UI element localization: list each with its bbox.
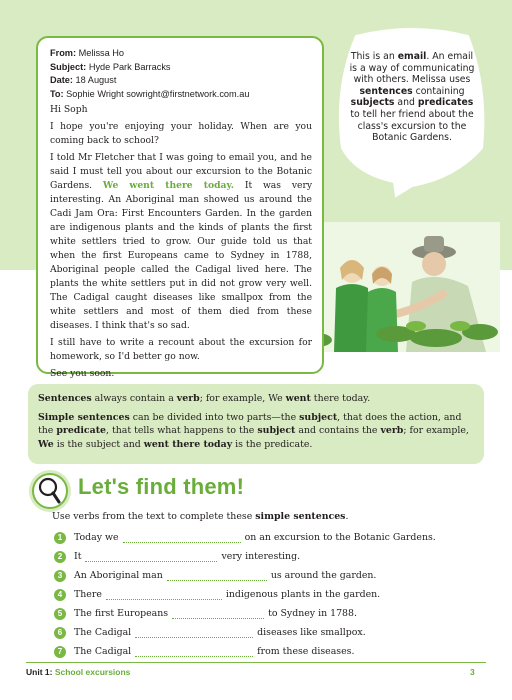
exercise-item-6 — [54, 625, 366, 640]
footer-unit: Unit 1: School excursions — [26, 667, 131, 677]
sentence-end: very interesting. — [221, 551, 301, 562]
email-paragraph-2: I told Mr Fletcher that I was going to email you, and he said I must tell you about our excursion to the Botanic Gardens. We went there today. It was very interesting. An Aboriginal man showed us around the Cadi Jam Ora: First Encounters Garden. In the garden are indigenous plants and the kinds of plants the first white settlers tried to grow. Our guide told us that when the first Europeans came to Sydney in 1788, Aboriginal people called the Cadigal lived here. The plants the white settlers put in did not grow very well. The Cadigal caught diseases like smallpox from the white settlers and most of them died from these diseases. I think that's so sad. — [50, 152, 313, 331]
sentence-start: Today we — [74, 532, 119, 543]
answer-blank[interactable] — [106, 589, 222, 600]
answer-blank[interactable] — [135, 627, 253, 638]
number-badge: 6 — [54, 627, 66, 639]
grammar-rule-box — [28, 384, 484, 464]
exercise-item-7 — [54, 644, 354, 659]
sentence-start: An Aboriginal man — [74, 570, 163, 581]
number-badge: 7 — [54, 646, 66, 658]
answer-blank[interactable] — [123, 532, 241, 543]
garden-illustration — [296, 222, 500, 352]
answer-blank[interactable] — [172, 608, 264, 619]
number-badge: 5 — [54, 608, 66, 620]
email-paragraph-3: I still have to write a recount about the excursion for homework, so I'd better go now. — [50, 337, 312, 362]
sentence-start: The Cadigal — [74, 646, 132, 657]
number-badge: 3 — [54, 570, 66, 582]
rule-sentences: Sentences always contain a verb; for example, We went there today. — [38, 393, 371, 404]
email-greeting: Hi Soph — [50, 104, 88, 115]
rule-simple-sentences: Simple sentences can be divided into two parts—the subject, that does the action, and the predicate, that tells what happens to the subject and contains the verb; for example, We is the subject and went there today is the predicate. — [38, 412, 469, 450]
email-signoff: See you soon. — [50, 368, 115, 379]
sentence-start: The first Europeans — [74, 608, 169, 619]
exercise-instruction: Use verbs from the text to complete these simple sentences. — [52, 511, 349, 522]
email-paragraph-1: I hope you're enjoying your holiday. When are you coming back to school? — [50, 121, 312, 146]
page-number: 3 — [470, 667, 475, 677]
sentence-end: us around the garden. — [270, 570, 377, 581]
sentence-end: indigenous plants in the garden. — [225, 589, 381, 600]
answer-blank[interactable] — [85, 551, 217, 562]
exercise-item-3 — [54, 568, 376, 583]
sentence-end: from these diseases. — [257, 646, 355, 657]
email-date-row: Date: 18 August — [50, 75, 117, 85]
email-from-row: From: Melissa Ho — [50, 48, 125, 58]
magnifier-icon — [26, 468, 74, 514]
number-badge: 2 — [54, 551, 66, 563]
answer-blank[interactable] — [135, 646, 253, 657]
exercise-item-2 — [54, 549, 300, 564]
note-text: This is an email. An email is a way of communicating with others. Melissa uses sentences containing subjects and predicates to tell her friend about the class's excursion to the Botanic Gardens. — [349, 51, 475, 144]
email-message — [36, 36, 324, 379]
sentence-end: diseases like smallpox. — [257, 627, 366, 638]
footer-divider — [26, 662, 486, 663]
sentence-end: on an excursion to the Botanic Gardens. — [244, 532, 436, 543]
highlighted-sentence: We went there today. — [102, 180, 234, 191]
exercise-item-1 — [54, 530, 436, 545]
exercise-item-5 — [54, 606, 357, 621]
email-to-row: To: Sophie Wright sowright@firstnetwork.com.au — [50, 88, 250, 99]
number-badge: 4 — [54, 589, 66, 601]
email-subject-row: Subject: Hyde Park Barracks — [50, 61, 171, 72]
answer-blank[interactable] — [167, 570, 267, 581]
section-heading: Let's find them! — [78, 474, 245, 499]
sentence-start: It — [74, 551, 82, 562]
number-badge: 1 — [54, 532, 66, 544]
sentence-end: to Sydney in 1788. — [268, 608, 357, 619]
sentence-start: There — [74, 589, 102, 600]
sentence-start: The Cadigal — [74, 627, 132, 638]
exercise-item-4 — [54, 587, 380, 602]
